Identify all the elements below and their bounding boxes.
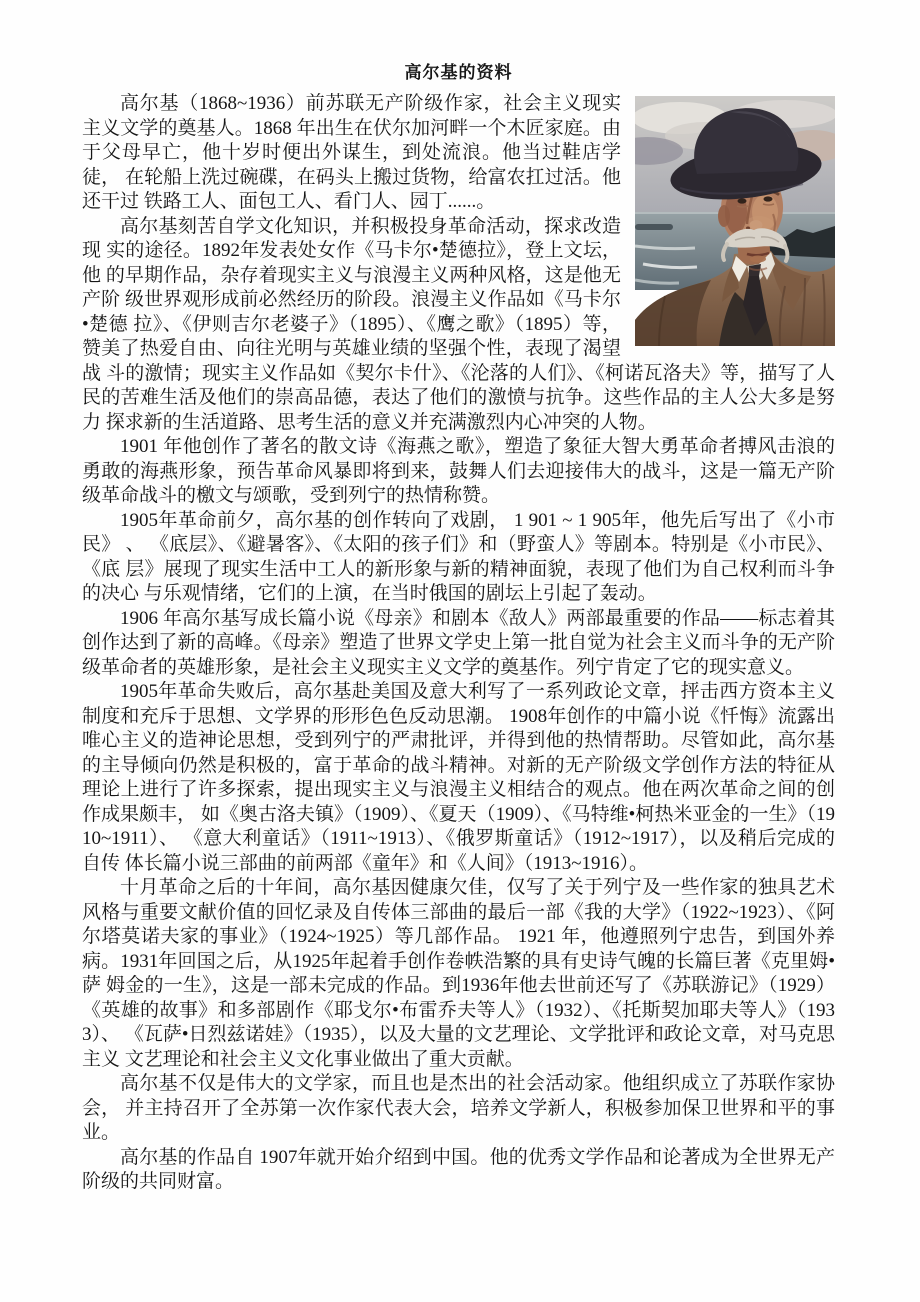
gorky-portrait-image: [635, 96, 835, 346]
document-body: [82, 92, 835, 1195]
gorky-portrait-illustration: [635, 96, 835, 346]
paragraph-early-works: 高尔基刻苦自学文化知识，并积极投身革命活动，探求改造现 实的途径。1892年发表处女作《马卡尔•楚德拉》，登上文坛，他 的早期作品，杂存着现实主义与浪漫主义两种风格，这是他无产阶 级世界观形成前必然经历的阶段。浪漫主义作品如《马卡尔•楚德 拉》、《伊则吉尔老婆子》（1895）、《鹰之歌》（1895）等， 赞美了热爱自由、向往光明与英雄业绩的坚强个性，表现了渴望战 斗的激情；现实主义作品如《契尔卡什》、《沦落的人们》、《柯诺瓦洛夫》等，描写了人 民的苦难生活及他们的崇高品德，表达了他们的激愤与抗争。这些作品的主人公大多是努力 探求新的生活道路、思考生活的意义并充满激烈内心冲突的人物。: [82, 215, 835, 433]
paragraph-1906-mother: 1906 年高尔基写成长篇小说《母亲》和剧本《敌人》两部最重要的作品——标志着其创作达到了新的高峰。《母亲》塑造了世界文学史上第一批自觉为社会主义而斗争的无产阶级革命者的英雄形象，是社会主义现实主义文学的奠基作。列宁肯定了它的现实意义。: [82, 607, 835, 678]
page-title: 高尔基的资料: [404, 63, 513, 82]
paragraph-china: 高尔基的作品自 1907年就开始介绍到中国。他的优秀文学作品和论著成为全世界无产阶级的共同财富。: [82, 1146, 835, 1192]
paragraph-1905-drama: 1905年革命前夕，高尔基的创作转向了戏剧， 1 901 ~ 1 905年，他先后写出了《小市民》 、 《底层》、《避暑客》、《太阳的孩子们》和（野蛮人》等剧本。特别是《小市民》、《底 层》展现了现实生活中工人的新形象与新的精神面貌，表现了他们为自己权利而斗争的决心 与乐观情绪，它们的上演，在当时俄国的剧坛上引起了轰动。: [82, 509, 835, 604]
paragraph-after-october: 十月革命之后的十年间，高尔基因健康欠佳，仅写了关于列宁及一些作家的独具艺术风格与重要文献价值的回忆录及自传体三部曲的最后一部《我的大学》（1922~1923）、《阿尔塔莫诺夫家的事业》（1924~1925）等几部作品。 1921 年，他遵照列宁忠告，到国外养病。1931年回国之后，从1925年起着手创作卷帙浩繁的具有史诗气魄的长篇巨著《克里姆•萨 姆金的一生》，这是一部未完成的作品。到1936年他去世前还写了《苏联游记》（1929） 《英雄的故事》和多部剧作《耶戈尔•布雷乔夫等人》（1932）、《托斯契加耶夫等人》（1933）、 《瓦萨•日烈兹诺娃》（1935），以及大量的文艺理论、文学批评和政论文章，对马克思主义 文艺理论和社会主义文化事业做出了重大贡献。: [82, 877, 835, 1070]
paragraph-social-activist: 高尔基不仅是伟大的文学家，而且也是杰出的社会活动家。他组织成立了苏联作家协会， 并主持召开了全苏第一次作家代表大会，培养文学新人，积极参加保卫世界和平的事业。: [82, 1073, 835, 1143]
paragraph-after-1905: 1905年革命失败后，高尔基赴美国及意大利写了一系列政论文章，抨击西方资本主义制度和充斥于思想、文学界的形形色色反动思潮。 1908年创作的中篇小说《忏悔》流露出唯心主义的造神论思想，受到列宁的严肃批评，并得到他的热情帮助。尽管如此，高尔基的主导倾向仍然是积极的，富于革命的战斗精神。对新的无产阶级文学创作方法的特征从理论上进行了许多探索，提出现实主义与浪漫主义相结合的观点。他在两次革命之间的创作成果颇丰， 如《奥古洛夫镇》（1909）、《夏天（1909）、《马特维•柯热米亚金的一生》（1910~1911）、 《意大利童话》（1911~1913）、《俄罗斯童话》（1912~1917），以及稍后完成的自传 体长篇小说三部曲的前两部《童年》和《人间》（1913~1916）。: [82, 681, 835, 874]
paragraph-intro: 高尔基（1868~1936）前苏联无产阶级作家，社会主义现实主义文学的奠基人。1868 年出生在伏尔加河畔一个木匠家庭。由于父母早亡，他十岁时便出外谋生，到处流浪。他当过鞋店学徒， 在轮船上洗过碗碟，在码头上搬过货物，给富农扛过活。他还干过 铁路工人、面包工人、看门人、园丁......。: [82, 93, 621, 212]
paragraph-1901-petrel: 1901 年他创作了著名的散文诗《海燕之歌》，塑造了象征大智大勇革命者搏风击浪的勇敢的海燕形象，预告革命风暴即将到来，鼓舞人们去迎接伟大的战斗，这是一篇无产阶级革命战斗的檄文与颂歌，受到列宁的热情称赞。: [82, 436, 835, 506]
